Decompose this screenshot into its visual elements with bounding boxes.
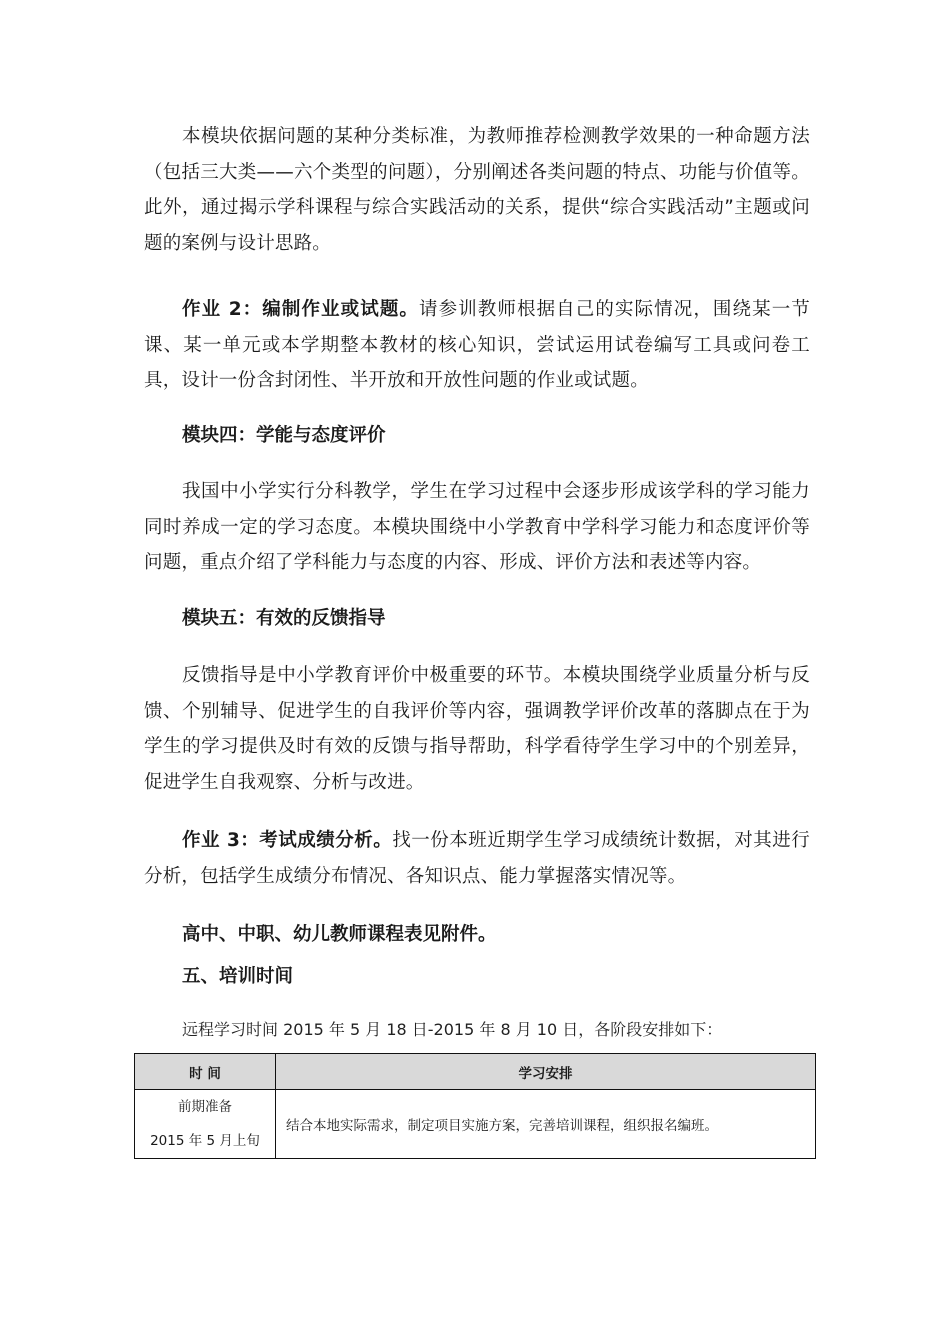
appendix-note: 高中、中职、幼儿教师课程表见附件。 bbox=[182, 924, 497, 945]
module-4-heading: 模块四：学能与态度评价 bbox=[182, 425, 386, 446]
header-time: 时 间 bbox=[135, 1054, 276, 1090]
time-date: 2015 年 5 月上旬 bbox=[150, 1133, 260, 1149]
schedule-table bbox=[134, 1053, 816, 1159]
arrangement-cell: 结合本地实际需求，制定项目实施方案，完善培训课程，组织报名编班。 bbox=[276, 1090, 816, 1159]
module-5-heading: 模块五：有效的反馈指导 bbox=[182, 608, 386, 629]
table-row bbox=[135, 1090, 816, 1159]
header-arrangement: 学习安排 bbox=[276, 1054, 816, 1090]
section-5-heading: 五、培训时间 bbox=[182, 966, 294, 987]
module-4-body: 我国中小学实行分科教学，学生在学习过程中会逐步形成该学科的学习能力同时养成一定的学习态度。本模块围绕中小学教育中学科学习能力和态度评价等问题，重点介绍了学科能力与态度的内容、形成、评价方法和表述等内容。 bbox=[144, 481, 810, 573]
assignment-3-title: 作业 3：考试成绩分析。 bbox=[182, 830, 393, 851]
time-phase: 前期准备 bbox=[178, 1099, 232, 1115]
section-5-intro: 远程学习时间 2015 年 5 月 18 日-2015 年 8 月 10 日，各阶段安排如下： bbox=[182, 1020, 723, 1039]
time-cell bbox=[135, 1090, 276, 1159]
module-5-body: 反馈指导是中小学教育评价中极重要的环节。本模块围绕学业质量分析与反馈、个别辅导、促进学生的自我评价等内容，强调教学评价改革的落脚点在于为学生的学习提供及时有效的反馈与指导帮助，科学看待学生学习中的个别差异，促进学生自我观察、分析与改进。 bbox=[144, 665, 810, 793]
table-header-row bbox=[135, 1054, 816, 1090]
assignment-2-paragraph bbox=[144, 292, 810, 399]
assignment-3-body: 找一份本班近期学生学习成绩统计数据，对其进行分析，包括学生成绩分布情况、各知识点、能力掌握落实情况等。 bbox=[144, 830, 810, 887]
assignment-2-title: 作业 2：编制作业或试题。 bbox=[182, 299, 420, 320]
assignment-3-paragraph bbox=[144, 823, 810, 894]
paragraph-module-intro: 本模块依据问题的某种分类标准，为教师推荐检测教学效果的一种命题方法（包括三大类——六个类型的问题），分别阐述各类问题的特点、功能与价值等。此外，通过揭示学科课程与综合实践活动的关系，提供“综合实践活动”主题或问题的案例与设计思路。 bbox=[144, 126, 810, 254]
assignment-2-body: 请参训教师根据自己的实际情况，围绕某一节课、某一单元或本学期整本教材的核心知识，尝试运用试卷编写工具或问卷工具，设计一份含封闭性、半开放和开放性问题的作业或试题。 bbox=[144, 299, 810, 391]
